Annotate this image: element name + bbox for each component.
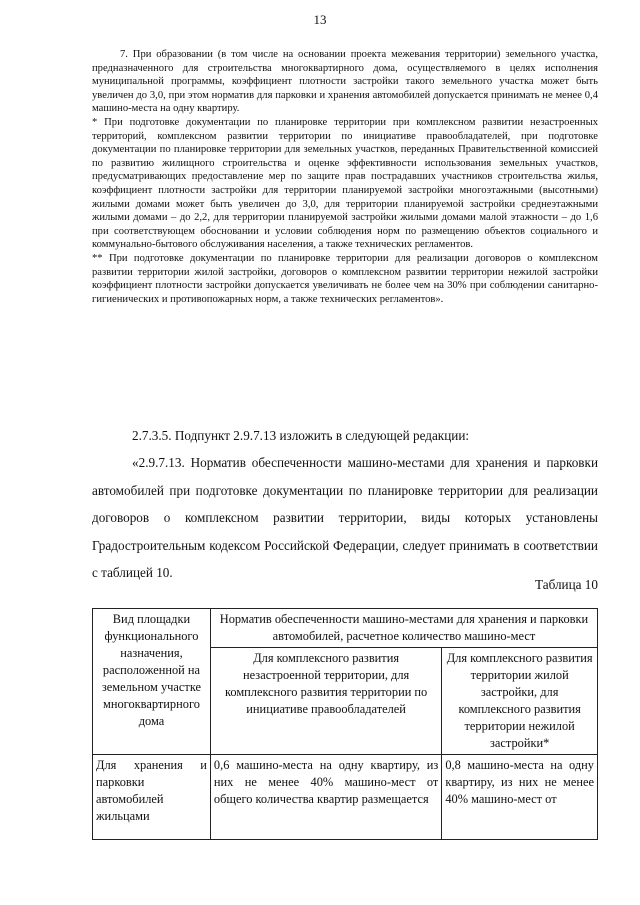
header-site-type: Вид площадки функционального назначения, расположенной на земельном участке многоквартирного дома xyxy=(93,609,211,755)
amendment-paragraph xyxy=(92,423,598,449)
table-header-row xyxy=(93,609,598,648)
notes-block xyxy=(92,48,598,306)
cell-site-type: Для хранения и парковки автомобилей жильцами xyxy=(93,755,211,840)
header-undeveloped: Для комплексного развития незастроенной территории, для комплексного развития территории по инициативе правообладателей xyxy=(210,648,441,755)
table-row xyxy=(93,755,598,840)
new-text-block xyxy=(92,449,598,587)
amendment-intro: 2.7.3.5. Подпункт 2.9.7.13 изложить в следующей редакции: xyxy=(132,428,470,443)
footnote-double-star: ** При подготовке документации по планировке территории для реализации договоров о комплексном развитии территории жилой застройки, договоров о комплексном развитии территории нежилой застройки коэффициент плотности застройки допускается увеличивать не более чем на 30% при соблюдении санитарно-гигиенических и противопожарных норм, а также технических регламентов». xyxy=(92,252,598,305)
clause-2-9-7-13: «2.9.7.13. Норматив обеспеченности машино-местами для хранения и парковки автомобилей при подготовке документации по планировке территории для реализации договоров о комплексном развитии территории, виды которых установлены Градостроительным кодексом Российской Федерации, следует принимать в соответствии с таблицей 10. xyxy=(92,455,598,580)
note-item-7: 7. При образовании (в том числе на основании проекта межевания территории) земельного участка, предназначенного для строительства многоквартирного дома, осуществляемого в целях исполнения муниципальной программы, коэффициент плотности застройки такого земельного участка может быть увеличен до 3,0, при этом норматив для парковки и хранения автомобилей допускается принимать не менее 0,4 машино-места на одну квартиру. xyxy=(92,49,598,115)
parking-norms-table xyxy=(92,608,598,840)
table-caption: Таблица 10 xyxy=(535,577,598,592)
cell-norm-undeveloped: 0,6 машино-места на одну квартиру, из них не менее 40% машино-мест от общего количества квартир размещается xyxy=(210,755,441,840)
footnote-star: * При подготовке документации по планировке территории при комплексном развитии незастроенных территорий, комплексном развитии территории по инициативе правообладателей, при подготовке документации по планировке территории для земельных участков, переданных Правительственной комиссией по развитию жилищного строительства и оценке эффективности использования земельных участков, предусматривающих предоставление мер по защите прав пострадавших участников строительства жилья, коэффициент плотности застройки для территории планируемой застройки многоэтажными (высотными) жилыми домами может быть увеличен до 3,0, для территории планируемой застройки среднеэтажными жилыми домами – до 2,2, для территории планируемой застройки жилыми домами малой этажности – до 1,6 при соответствующем обосновании и условии соблюдения норм по размещению объектов социального и коммунально-бытового обслуживания населения, а также технических регламентов. xyxy=(92,116,598,251)
header-residential: Для комплексного развития территории жилой застройки, для комплексного развития территории нежилой застройки* xyxy=(442,648,598,755)
header-norm-group: Норматив обеспеченности машино-местами для хранения и парковки автомобилей, расчетное количество машино-мест xyxy=(210,609,597,648)
page-number: 13 xyxy=(313,12,327,27)
cell-norm-residential: 0,8 машино-места на одну квартиру, из них не менее 40% машино-мест от xyxy=(442,755,598,840)
